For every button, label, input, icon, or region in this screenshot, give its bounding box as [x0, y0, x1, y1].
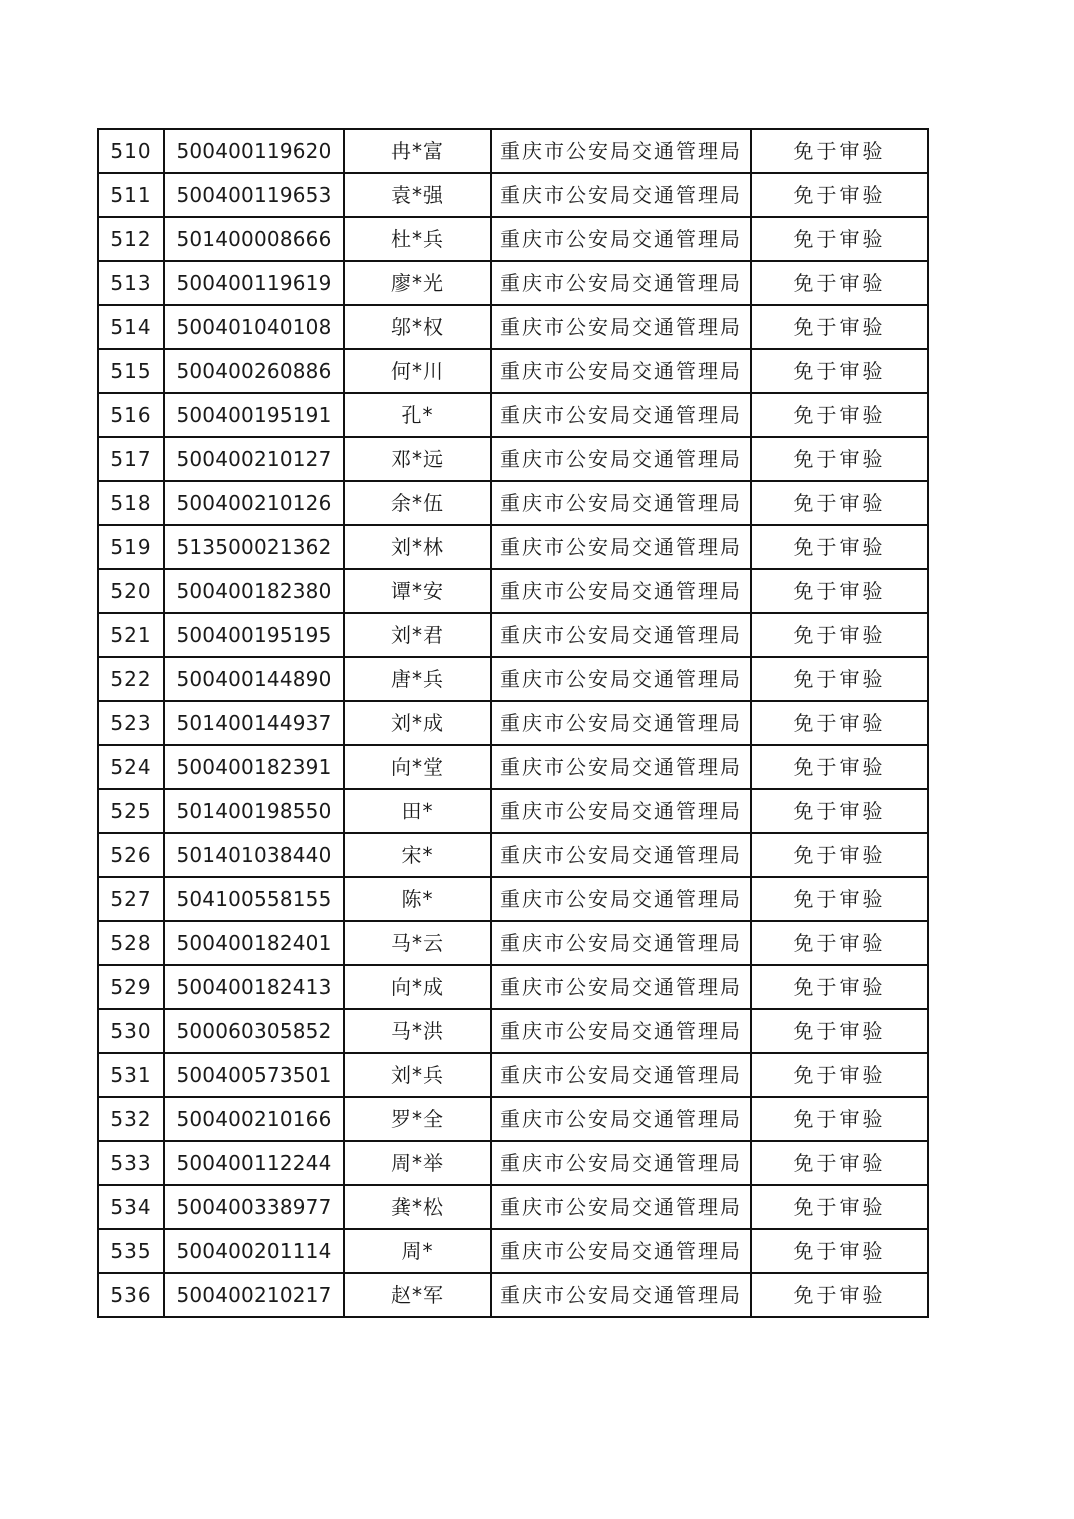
inspection-status: 免于审验 — [751, 437, 928, 481]
license-number: 500400573501 — [164, 1053, 344, 1097]
issuing-authority: 重庆市公安局交通管理局 — [491, 1185, 751, 1229]
license-number: 500400195195 — [164, 613, 344, 657]
table-row — [98, 789, 928, 833]
issuing-authority: 重庆市公安局交通管理局 — [491, 173, 751, 217]
table-row — [98, 1229, 928, 1273]
row-number: 513 — [98, 261, 164, 305]
license-number: 500400210217 — [164, 1273, 344, 1317]
row-number: 523 — [98, 701, 164, 745]
row-number: 536 — [98, 1273, 164, 1317]
license-number: 501401038440 — [164, 833, 344, 877]
license-number: 500060305852 — [164, 1009, 344, 1053]
holder-name: 龚*松 — [344, 1185, 491, 1229]
table-row — [98, 1053, 928, 1097]
table-row — [98, 613, 928, 657]
license-number: 500400112244 — [164, 1141, 344, 1185]
inspection-status: 免于审验 — [751, 217, 928, 261]
inspection-status: 免于审验 — [751, 789, 928, 833]
inspection-status: 免于审验 — [751, 745, 928, 789]
inspection-status: 免于审验 — [751, 833, 928, 877]
license-number: 513500021362 — [164, 525, 344, 569]
inspection-status: 免于审验 — [751, 657, 928, 701]
license-number: 500400119620 — [164, 129, 344, 173]
license-number: 500400338977 — [164, 1185, 344, 1229]
row-number: 528 — [98, 921, 164, 965]
license-number: 500400195191 — [164, 393, 344, 437]
holder-name: 马*云 — [344, 921, 491, 965]
holder-name: 刘*林 — [344, 525, 491, 569]
holder-name: 刘*君 — [344, 613, 491, 657]
inspection-status: 免于审验 — [751, 613, 928, 657]
table-row — [98, 173, 928, 217]
issuing-authority: 重庆市公安局交通管理局 — [491, 657, 751, 701]
license-number: 500400260886 — [164, 349, 344, 393]
issuing-authority: 重庆市公安局交通管理局 — [491, 1009, 751, 1053]
inspection-status: 免于审验 — [751, 349, 928, 393]
inspection-status: 免于审验 — [751, 701, 928, 745]
license-number: 500400144890 — [164, 657, 344, 701]
inspection-status: 免于审验 — [751, 1273, 928, 1317]
license-number: 500400210166 — [164, 1097, 344, 1141]
inspection-status: 免于审验 — [751, 1141, 928, 1185]
holder-name: 刘*成 — [344, 701, 491, 745]
row-number: 529 — [98, 965, 164, 1009]
inspection-status: 免于审验 — [751, 921, 928, 965]
issuing-authority: 重庆市公安局交通管理局 — [491, 965, 751, 1009]
table-row — [98, 1185, 928, 1229]
inspection-status: 免于审验 — [751, 1009, 928, 1053]
holder-name: 杜*兵 — [344, 217, 491, 261]
holder-name: 谭*安 — [344, 569, 491, 613]
table-row — [98, 1009, 928, 1053]
holder-name: 廖*光 — [344, 261, 491, 305]
row-number: 535 — [98, 1229, 164, 1273]
issuing-authority: 重庆市公安局交通管理局 — [491, 1053, 751, 1097]
license-number: 500401040108 — [164, 305, 344, 349]
row-number: 531 — [98, 1053, 164, 1097]
row-number: 519 — [98, 525, 164, 569]
issuing-authority: 重庆市公安局交通管理局 — [491, 1097, 751, 1141]
inspection-status: 免于审验 — [751, 173, 928, 217]
issuing-authority: 重庆市公安局交通管理局 — [491, 921, 751, 965]
holder-name: 邬*权 — [344, 305, 491, 349]
table-row — [98, 129, 928, 173]
inspection-status: 免于审验 — [751, 1053, 928, 1097]
table-row — [98, 701, 928, 745]
issuing-authority: 重庆市公安局交通管理局 — [491, 1273, 751, 1317]
holder-name: 宋* — [344, 833, 491, 877]
row-number: 527 — [98, 877, 164, 921]
row-number: 526 — [98, 833, 164, 877]
issuing-authority: 重庆市公安局交通管理局 — [491, 701, 751, 745]
license-number: 501400144937 — [164, 701, 344, 745]
row-number: 515 — [98, 349, 164, 393]
table-row — [98, 481, 928, 525]
records-table-body — [98, 129, 928, 1317]
table-row — [98, 349, 928, 393]
inspection-status: 免于审验 — [751, 129, 928, 173]
row-number: 510 — [98, 129, 164, 173]
holder-name: 余*伍 — [344, 481, 491, 525]
holder-name: 罗*全 — [344, 1097, 491, 1141]
license-number: 500400182380 — [164, 569, 344, 613]
holder-name: 何*川 — [344, 349, 491, 393]
inspection-status: 免于审验 — [751, 393, 928, 437]
license-number: 500400182413 — [164, 965, 344, 1009]
row-number: 511 — [98, 173, 164, 217]
license-number: 500400201114 — [164, 1229, 344, 1273]
license-number: 501400198550 — [164, 789, 344, 833]
table-row — [98, 745, 928, 789]
holder-name: 陈* — [344, 877, 491, 921]
table-row — [98, 921, 928, 965]
holder-name: 冉*富 — [344, 129, 491, 173]
inspection-status: 免于审验 — [751, 569, 928, 613]
holder-name: 唐*兵 — [344, 657, 491, 701]
issuing-authority: 重庆市公安局交通管理局 — [491, 613, 751, 657]
holder-name: 田* — [344, 789, 491, 833]
license-number: 501400008666 — [164, 217, 344, 261]
issuing-authority: 重庆市公安局交通管理局 — [491, 129, 751, 173]
holder-name: 邓*远 — [344, 437, 491, 481]
table-row — [98, 1273, 928, 1317]
table-row — [98, 1141, 928, 1185]
row-number: 525 — [98, 789, 164, 833]
issuing-authority: 重庆市公安局交通管理局 — [491, 349, 751, 393]
issuing-authority: 重庆市公安局交通管理局 — [491, 437, 751, 481]
records-table — [97, 128, 929, 1318]
holder-name: 袁*强 — [344, 173, 491, 217]
row-number: 521 — [98, 613, 164, 657]
inspection-status: 免于审验 — [751, 1185, 928, 1229]
inspection-status: 免于审验 — [751, 1229, 928, 1273]
inspection-status: 免于审验 — [751, 1097, 928, 1141]
row-number: 517 — [98, 437, 164, 481]
table-row — [98, 305, 928, 349]
holder-name: 向*成 — [344, 965, 491, 1009]
issuing-authority: 重庆市公安局交通管理局 — [491, 789, 751, 833]
table-row — [98, 833, 928, 877]
holder-name: 马*洪 — [344, 1009, 491, 1053]
license-number: 500400210126 — [164, 481, 344, 525]
license-number: 500400119619 — [164, 261, 344, 305]
issuing-authority: 重庆市公安局交通管理局 — [491, 305, 751, 349]
issuing-authority: 重庆市公安局交通管理局 — [491, 1141, 751, 1185]
license-number: 504100558155 — [164, 877, 344, 921]
license-number: 500400182401 — [164, 921, 344, 965]
row-number: 532 — [98, 1097, 164, 1141]
table-row — [98, 437, 928, 481]
table-row — [98, 261, 928, 305]
holder-name: 刘*兵 — [344, 1053, 491, 1097]
row-number: 514 — [98, 305, 164, 349]
row-number: 522 — [98, 657, 164, 701]
holder-name: 向*堂 — [344, 745, 491, 789]
inspection-status: 免于审验 — [751, 305, 928, 349]
row-number: 534 — [98, 1185, 164, 1229]
table-row — [98, 569, 928, 613]
issuing-authority: 重庆市公安局交通管理局 — [491, 745, 751, 789]
table-row — [98, 217, 928, 261]
license-number: 500400210127 — [164, 437, 344, 481]
holder-name: 周*举 — [344, 1141, 491, 1185]
license-number: 500400182391 — [164, 745, 344, 789]
license-number: 500400119653 — [164, 173, 344, 217]
table-row — [98, 393, 928, 437]
issuing-authority: 重庆市公安局交通管理局 — [491, 525, 751, 569]
inspection-status: 免于审验 — [751, 261, 928, 305]
table-row — [98, 877, 928, 921]
row-number: 520 — [98, 569, 164, 613]
table-row — [98, 1097, 928, 1141]
row-number: 524 — [98, 745, 164, 789]
issuing-authority: 重庆市公安局交通管理局 — [491, 1229, 751, 1273]
issuing-authority: 重庆市公安局交通管理局 — [491, 393, 751, 437]
row-number: 516 — [98, 393, 164, 437]
table-row — [98, 657, 928, 701]
issuing-authority: 重庆市公安局交通管理局 — [491, 569, 751, 613]
holder-name: 周* — [344, 1229, 491, 1273]
table-row — [98, 525, 928, 569]
holder-name: 赵*军 — [344, 1273, 491, 1317]
holder-name: 孔* — [344, 393, 491, 437]
row-number: 518 — [98, 481, 164, 525]
inspection-status: 免于审验 — [751, 481, 928, 525]
issuing-authority: 重庆市公安局交通管理局 — [491, 833, 751, 877]
issuing-authority: 重庆市公安局交通管理局 — [491, 261, 751, 305]
inspection-status: 免于审验 — [751, 877, 928, 921]
inspection-status: 免于审验 — [751, 965, 928, 1009]
row-number: 512 — [98, 217, 164, 261]
row-number: 530 — [98, 1009, 164, 1053]
inspection-status: 免于审验 — [751, 525, 928, 569]
issuing-authority: 重庆市公安局交通管理局 — [491, 217, 751, 261]
row-number: 533 — [98, 1141, 164, 1185]
table-row — [98, 965, 928, 1009]
issuing-authority: 重庆市公安局交通管理局 — [491, 877, 751, 921]
issuing-authority: 重庆市公安局交通管理局 — [491, 481, 751, 525]
